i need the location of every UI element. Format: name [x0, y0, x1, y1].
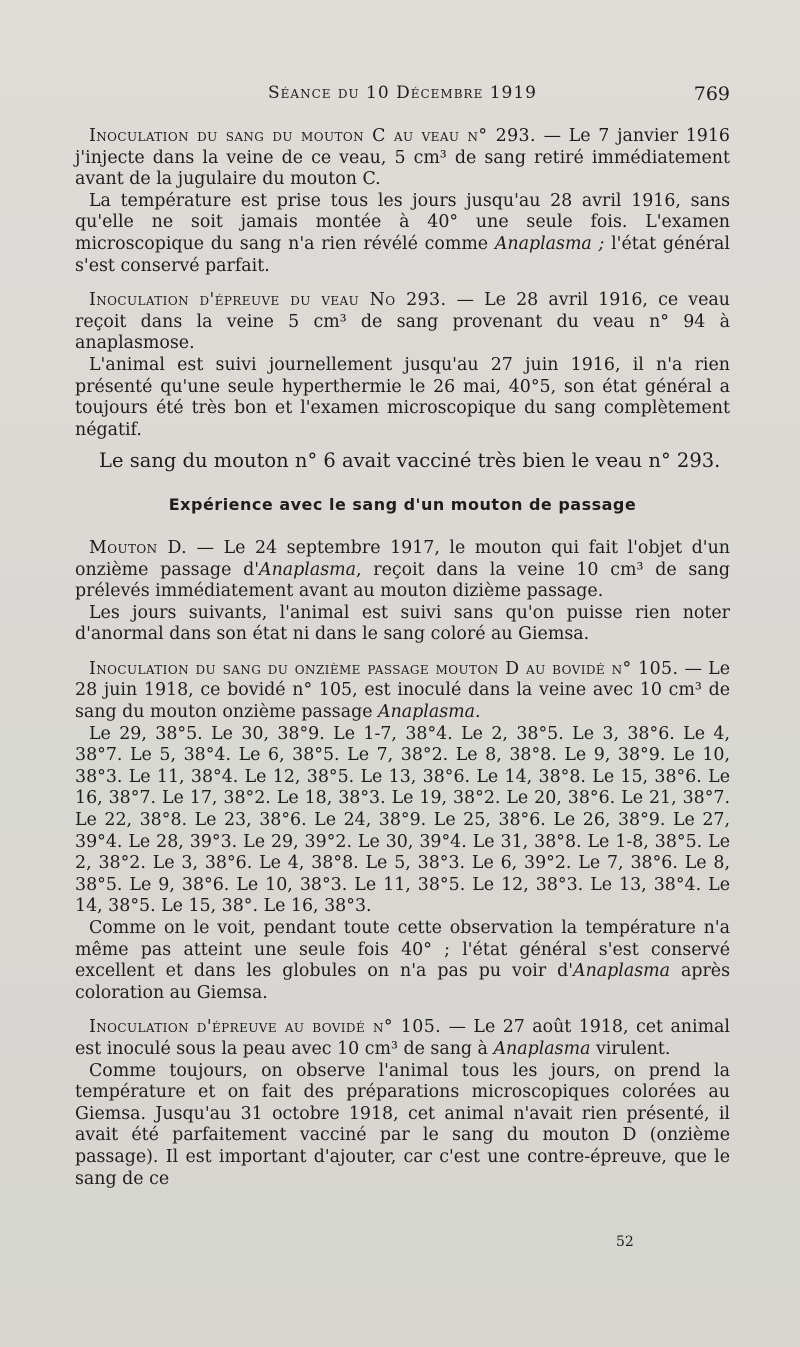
- paragraph-text: — Le 27 août 1918, cet animal est inoculé sous la peau avec 10 cm³ de sang à: [75, 1017, 730, 1059]
- paragraph-comme-on-le-voit: [75, 918, 730, 1004]
- emphasis-text: Anaplasma: [573, 961, 671, 982]
- page-body: [75, 126, 730, 1190]
- paragraph-text: — Le 28 avril 1916, ce veau reçoit dans la veine 5 cm³ de sang provenant du veau n° 94 à anaplasmose.: [75, 290, 730, 354]
- page-number: 769: [693, 83, 730, 105]
- paragraph-jours-suivants: Les jours suivants, l'animal est suivi sans qu'on puisse rien noter d'anormal dans son état ni dans le sang coloré au Giemsa.: [75, 602, 730, 645]
- paragraph-text: virulent.: [590, 1038, 671, 1059]
- paragraph-epreuve-veau-293: [75, 290, 730, 355]
- paragraph-text: La température est prise tous les jours jusqu'au 28 avril 1916, sans qu'elle ne soit jamais montée à 40° une seule fois. L'examen microscopique du sang n'a rien révélé comme: [75, 190, 730, 254]
- paragraph-temperature: [75, 191, 730, 277]
- paragraph-text: Comme on le voit, pendant toute cette observation la température n'a même pas atteint une seule fois 40° ; l'état général s'est conservé excellent et dans les globules on n'a pas pu voir d': [75, 918, 730, 982]
- paragraph-text: — Le 24 septembre 1917, le mouton qui fait l'objet d'un onzième passage d': [75, 537, 730, 580]
- emphasis-text: Anaplasma ;: [494, 233, 605, 254]
- paragraph-text: — Le 7 janvier 1916 j'injecte dans la veine de ce veau, 5 cm³ de sang retiré immédiatement avant de la jugulaire du mouton C.: [75, 126, 730, 190]
- paragraph-mouton-d: [75, 538, 730, 603]
- paragraph-temperatures-list: Le 29, 38°5. Le 30, 38°9. Le 1-7, 38°4. Le 2, 38°5. Le 3, 38°6. Le 4, 38°7. Le 5, 38°4. Le 6, 38°5. Le 7, 38°2. Le 8, 38°8. Le 9, 38°9. Le 10, 38°3. Le 11, 38°4. Le 12, 38°5. Le 13, 38°6. Le 14, 38°8. Le 15, 38°6. Le 16, 38°7. Le 17, 38°2. Le 18, 38°3. Le 19, 38°2. Le 20, 38°6. Le 21, 38°7. Le 22, 38°8. Le 23, 38°6. Le 24, 38°9. Le 25, 38°6. Le 26, 38°9. Le 27, 39°4. Le 28, 39°3. Le 29, 39°2. Le 30, 39°4. Le 31, 38°8. Le 1-8, 38°5. Le 2, 38°2. Le 3, 38°6. Le 4, 38°8. Le 5, 38°3. Le 6, 39°2. Le 7, 38°6. Le 8, 38°5. Le 9, 38°6. Le 10, 38°3. Le 11, 38°5. Le 12, 38°3. Le 13, 38°4. Le 14, 38°5. Le 15, 38°. Le 16, 38°3.: [75, 723, 730, 917]
- emphasis-text: Anaplasma: [259, 559, 357, 580]
- paragraph-text: , reçoit dans la veine 10 cm³ de sang prélevés immédiatement avant au mouton dizième passage.: [75, 559, 730, 602]
- paragraph-text: après coloration au Giemsa.: [75, 961, 730, 1003]
- paragraph-heading: Inoculation d'épreuve au bovidé n° 105.: [89, 1017, 442, 1038]
- paragraph-heading: Inoculation d'épreuve du veau No 293.: [89, 290, 447, 311]
- section-title: Expérience avec le sang d'un mouton de passage: [168, 495, 637, 515]
- paragraph-inoculation-veau-293: [75, 126, 730, 191]
- paragraph-epreuve-bovide-105: [75, 1017, 730, 1060]
- paragraph-text: — Le 28 juin 1918, ce bovidé n° 105, est inoculé dans la veine avec 10 cm³ de sang du mouton onzième passage: [75, 658, 730, 723]
- emphasis-text: Anaplasma: [493, 1038, 591, 1059]
- paragraph-heading: Mouton D.: [89, 537, 188, 558]
- running-title: Séance du 10 Décembre 1919: [268, 83, 537, 103]
- paragraph-comme-toujours: Comme toujours, on observe l'animal tous les jours, on prend la température et on fait des préparations microscopiques colorées au Giemsa. Jusqu'au 31 octobre 1918, cet animal n'avait rien présenté, il avait été parfaitement vacciné par le sang du mouton D (onzième passage). Il est important d'ajouter, car c'est une contre-épreuve, que le sang de ce: [75, 1060, 730, 1189]
- paragraph-inoculation-bovide-105: [75, 659, 730, 724]
- paragraph-conclusion-mouton-6: Le sang du mouton n° 6 avait vacciné très bien le veau n° 293.: [99, 449, 721, 473]
- signature-mark: 52: [616, 1234, 634, 1250]
- emphasis-text: Anaplasma.: [378, 702, 481, 723]
- paragraph-animal-suivi: L'animal est suivi journellement jusqu'au 27 juin 1916, il n'a rien présenté qu'une seule hyperthermie le 26 mai, 40°5, son état général a toujours été très bon et l'examen microscopique du sang complètement négatif.: [75, 354, 730, 440]
- paragraph-heading: Inoculation du sang du mouton C au veau n° 293.: [89, 126, 536, 146]
- paragraph-heading: Inoculation du sang du onzième passage mouton D au bovidé n° 105.: [89, 658, 679, 679]
- page-header: [75, 83, 730, 113]
- paragraph-text: l'état général s'est conservé parfait.: [75, 233, 730, 276]
